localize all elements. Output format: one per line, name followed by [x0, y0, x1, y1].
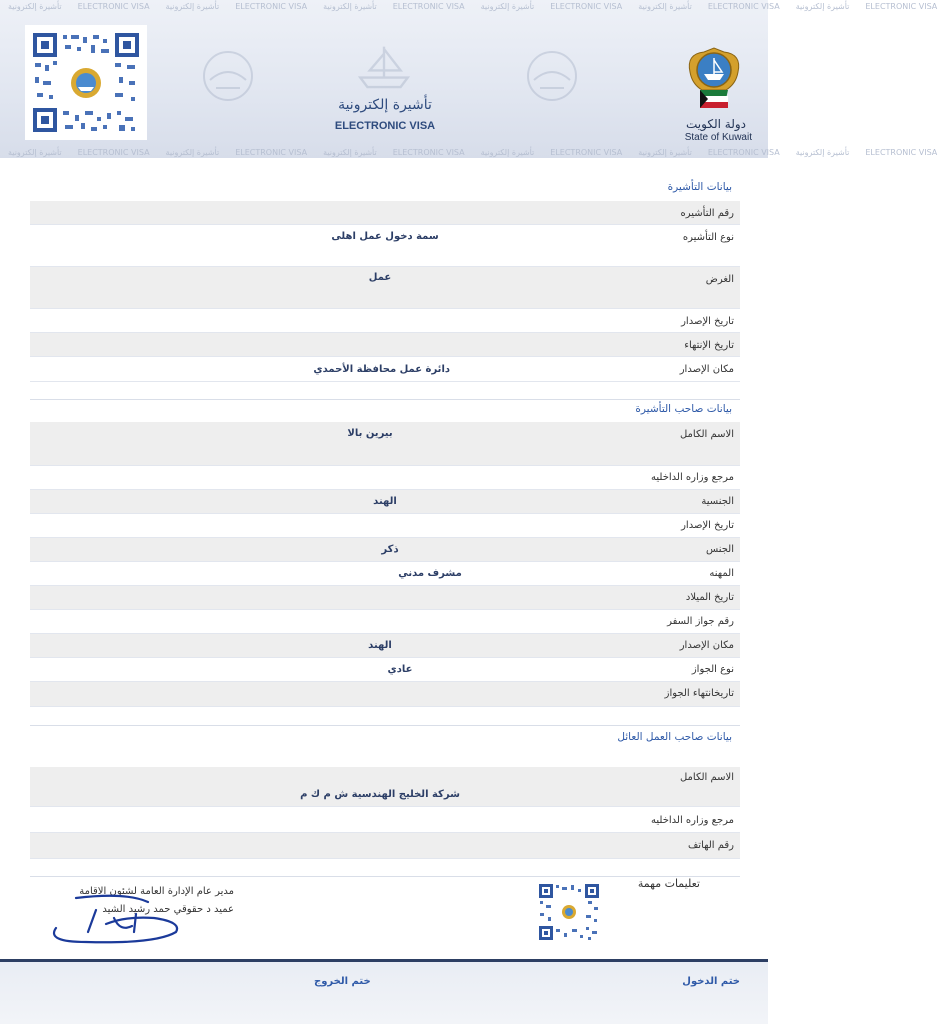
table-row [30, 466, 740, 490]
field-value: مشرف مدني [398, 568, 462, 579]
field-label: رقم جواز السفر [667, 616, 734, 627]
field-label: مرجع وزاره الداخليه [651, 815, 734, 826]
field-label: تاريخانتهاء الجواز [664, 688, 734, 699]
table-row [30, 309, 740, 333]
pattern-text-arabic: تأشيرة إلكترونية [480, 148, 535, 157]
field-label: تاريخ الإصدار [681, 316, 734, 327]
kuwait-emblem-icon [682, 44, 746, 116]
pattern-text-arabic: تأشيرة إلكترونية [480, 2, 535, 11]
pattern-text-arabic: تأشيرة إلكترونية [795, 2, 850, 11]
field-value: دائرة عمل محافظة الأحمدي [313, 364, 450, 375]
table-row [30, 682, 740, 707]
pattern-text-english: ELECTRONIC VISA [707, 148, 780, 157]
field-label: تاريخ الإنتهاء [684, 340, 734, 351]
field-label: الاسم الكامل [679, 429, 734, 440]
signatory-name: عميد د حقوقي حمد رشيد الشيد [102, 904, 234, 915]
exit-stamp-label: ختم الخروج [314, 976, 371, 987]
pattern-text-english: ELECTRONIC VISA [235, 148, 308, 157]
table-row [30, 225, 740, 267]
field-label: مرجع وزاره الداخليه [651, 472, 734, 483]
pattern-text-arabic: تأشيرة إلكترونية [165, 148, 220, 157]
table-row [30, 490, 740, 514]
pattern-text-arabic: تأشيرة إلكترونية [323, 148, 377, 157]
field-label: الجنسية [701, 496, 734, 507]
field-label: مكان الإصدار [679, 364, 734, 375]
pattern-text-arabic: تأشيرة إلكترونية [795, 148, 850, 157]
field-value: الهند [373, 496, 397, 507]
pattern-text-english: ELECTRONIC VISA [865, 148, 938, 157]
state-name-arabic: دولة الكويت [686, 117, 746, 131]
watermark-emblem-icon [196, 44, 260, 108]
field-value: الهند [368, 640, 392, 651]
pattern-text-english: ELECTRONIC VISA [550, 148, 623, 157]
table-row [30, 833, 740, 859]
field-label: الاسم الكامل [679, 772, 734, 783]
section-title: بيانات التأشيرة [667, 181, 732, 193]
pattern-text-arabic: تأشيرة إلكترونية [323, 2, 377, 11]
table-row [30, 586, 740, 610]
pattern-text-arabic: تأشيرة إلكترونية [8, 2, 62, 11]
table-row [30, 422, 740, 466]
field-label: نوع الجواز [691, 664, 734, 675]
pattern-text-english: ELECTRONIC VISA [77, 2, 150, 11]
qr-code-icon [25, 25, 147, 140]
signature-icon [36, 888, 186, 946]
visa-details-section [30, 178, 740, 384]
watermark-emblem-icon [520, 44, 584, 108]
electronic-visa-title-english: ELECTRONIC VISA [334, 120, 436, 132]
pattern-text-english: ELECTRONIC VISA [550, 2, 623, 11]
table-row [30, 634, 740, 658]
table-row [30, 201, 740, 225]
field-label: المهنه [709, 568, 734, 579]
entry-stamp-label: ختم الدخول [682, 976, 740, 987]
pattern-text-english: ELECTRONIC VISA [77, 148, 150, 157]
header-pattern-bottom [0, 146, 938, 160]
table-row [30, 807, 740, 833]
field-label: الجنس [705, 544, 734, 555]
qr-code-icon [538, 883, 600, 941]
table-row [30, 562, 740, 586]
table-row [30, 333, 740, 357]
holder-details-section [30, 400, 740, 710]
pattern-text-english: ELECTRONIC VISA [707, 2, 780, 11]
section-title: بيانات صاحب التأشيرة [635, 403, 732, 415]
signatory-title: مدير عام الإدارة العامة لشئون الاقامة [79, 886, 234, 897]
table-row [30, 658, 740, 682]
employer-details-section [30, 726, 740, 861]
table-row [30, 357, 740, 382]
visa-header [0, 0, 938, 158]
table-row [30, 514, 740, 538]
field-value: شركة الخليج الهندسية ش م ك م [300, 789, 460, 800]
pattern-text-english: ELECTRONIC VISA [392, 148, 465, 157]
field-label: تاريخ الميلاد [685, 592, 734, 603]
field-value: سمة دخول عمل اهلى [331, 231, 439, 242]
pattern-text-arabic: تأشيرة إلكترونية [638, 148, 692, 157]
field-label: تاريخ الإصدار [681, 520, 734, 531]
section-title: بيانات صاحب العمل العائل [617, 731, 732, 743]
pattern-text-english: ELECTRONIC VISA [392, 2, 465, 11]
field-label: الغرض [705, 274, 734, 285]
field-label: رقم التأشيره [680, 208, 734, 219]
pattern-text-english: ELECTRONIC VISA [235, 2, 308, 11]
field-label: رقم الهاتف [687, 840, 734, 851]
electronic-visa-title-arabic: تأشيرة إلكترونية [338, 97, 432, 113]
watermark-ship-icon [346, 30, 422, 106]
field-value: عمل [368, 272, 392, 283]
pattern-text-arabic: تأشيرة إلكترونية [638, 2, 692, 11]
stamp-band [0, 959, 768, 1024]
section-divider [30, 876, 740, 877]
field-label: نوع التأشيره [682, 232, 734, 243]
field-value: بيرين بالا [347, 428, 393, 439]
table-row [30, 267, 740, 309]
pattern-text-english: ELECTRONIC VISA [865, 2, 938, 11]
pattern-text-arabic: تأشيرة إلكترونية [8, 148, 62, 157]
instructions-label: تعليمات مهمة [637, 877, 700, 890]
state-name-english: State of Kuwait [684, 132, 752, 143]
pattern-text-arabic: تأشيرة إلكترونية [165, 2, 220, 11]
field-value: ذكر [381, 544, 399, 555]
header-pattern-top [0, 0, 938, 14]
table-row [30, 767, 740, 807]
table-row [30, 610, 740, 634]
table-row [30, 538, 740, 562]
field-value: عادي [387, 664, 413, 675]
field-label: مكان الإصدار [679, 640, 734, 651]
